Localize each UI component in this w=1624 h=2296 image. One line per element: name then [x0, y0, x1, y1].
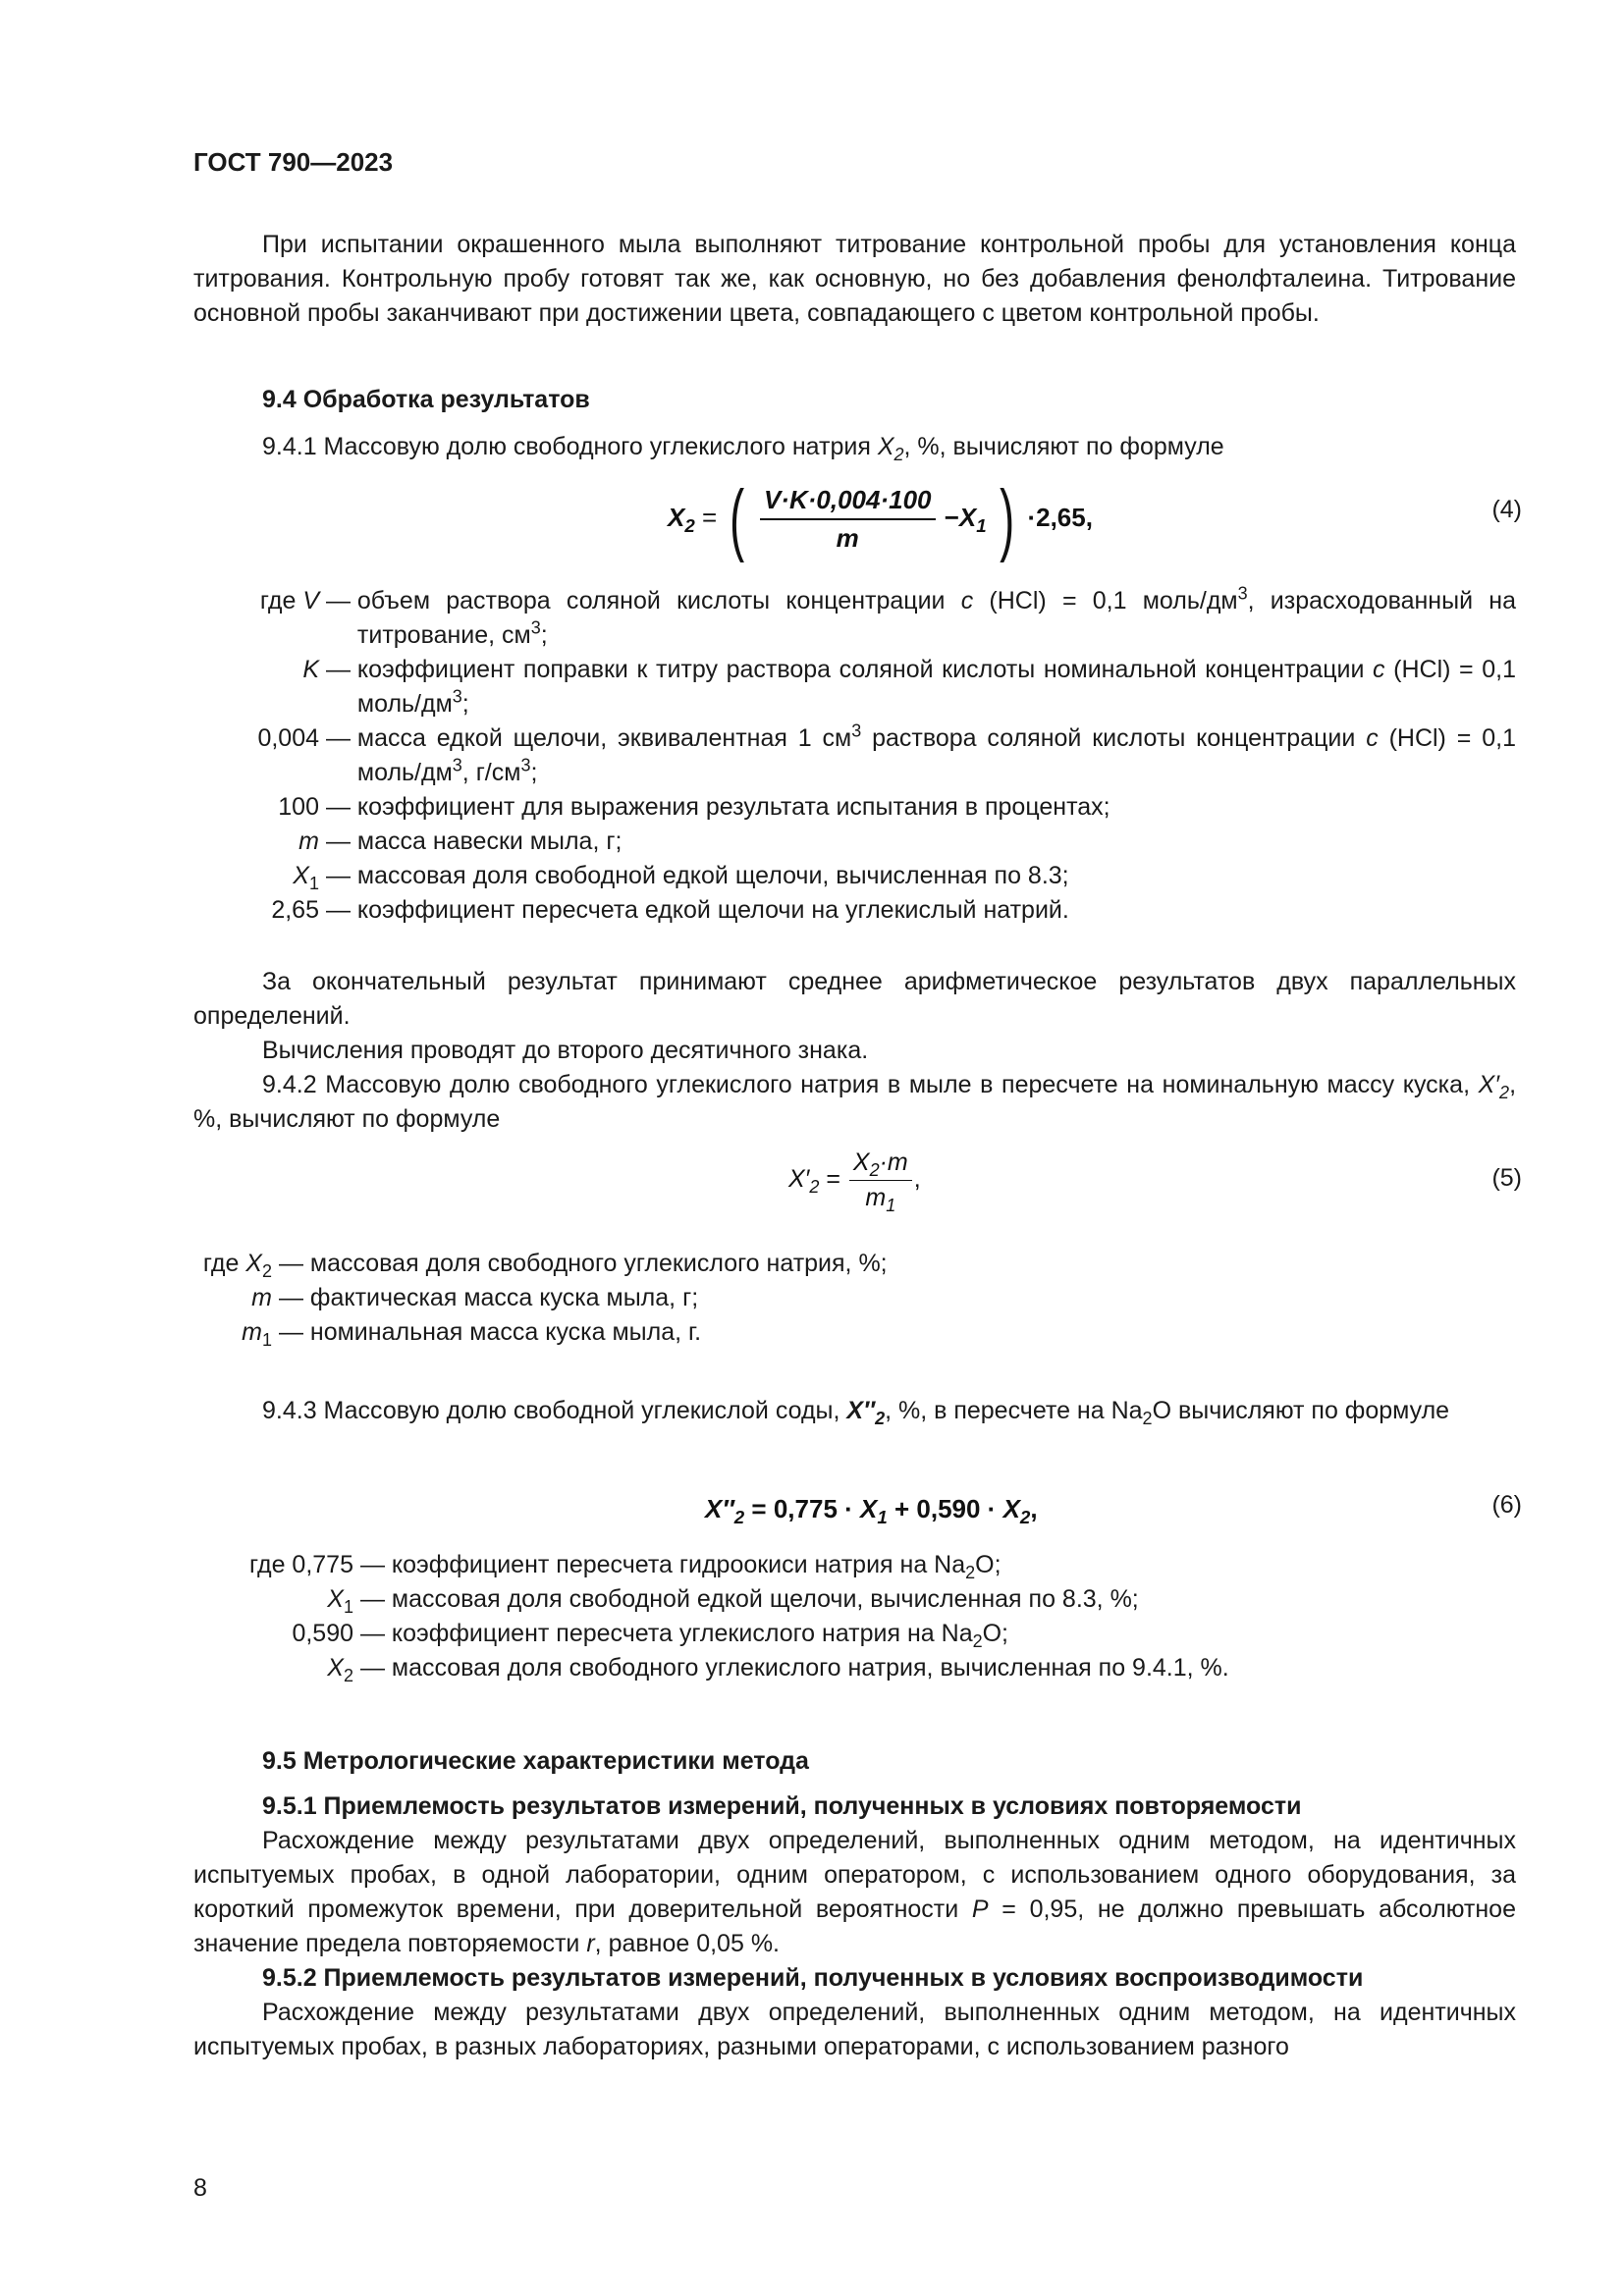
- right-paren: ): [1000, 474, 1015, 563]
- legend-row: где V — объем раствора соляной кислоты концентрации c (HCl) = 0,1 моль/$дм^3$, израсходованный на титрование, $см^3$;: [259, 583, 1516, 649]
- legend-row: 0,590 — коэффициент пересчета углекислого натрия на $Na_2O$;: [292, 1620, 1009, 1651]
- var-x2: $X_2$: [877, 433, 904, 464]
- formula-4: $X_2$ = ( $\frac{V\cdot K\cdot 0,004\cdot 100}{m}$ $-X_1$ ) ·2,65,: [668, 474, 1093, 563]
- var-x2-prime: $X'_2$: [1478, 1071, 1510, 1102]
- legend-formula-6: [193, 1548, 1516, 1685]
- formula-6: $X''_2 = 0,775 \cdot X_1 + 0,590 \cdot X_2$,: [705, 1494, 1038, 1528]
- paragraph-9-5-2: Расхождение между результатами двух определений, выполненных одним методом, на идентичных испытуемых пробах, в разных лабораториях, разными операторами, с использованием разного: [193, 1999, 1516, 2060]
- equation-number-4: (4): [1491, 496, 1522, 523]
- legend-row: $m_1$ — номинальная масса куска мыла, г.: [242, 1318, 702, 1350]
- subsection-heading-9-5-1: 9.5.1 Приемлемость результатов измерений, полученных в условиях повторяемости: [262, 1792, 1302, 1820]
- formula-5: $X'_2$ = $\frac{X_2\cdot m}{m_1}$ ,: [788, 1148, 921, 1215]
- legend-row: 2,65 — коэффициент пересчета едкой щелочи на углекислый натрий.: [271, 896, 1069, 924]
- legend-row: $X_1$ — массовая доля свободной едкой щелочи, вычисленная по 8.3;: [293, 862, 1069, 893]
- legend-row: $X_2$ — массовая доля свободного углекислого натрия, вычисленная по 9.4.1, %.: [327, 1654, 1229, 1685]
- paragraph-9-4-3: 9.4.3 Массовую долю свободной углекислой соды, $X''_2$, %, в пересчете на $Na_2O$ вычисляют по формуле: [262, 1397, 1450, 1428]
- final-result-paragraph: За окончательный результат принимают среднее арифметическое результатов двух параллельных определений.: [193, 968, 1516, 1030]
- legend-row: где 0,775 — коэффициент пересчета гидроокиси натрия на $Na_2O$;: [249, 1551, 1001, 1582]
- legend-row: K — коэффициент поправки к титру раствора соляной кислоты номинальной концентрации c (HCl) = 0,1 моль/$дм^3$;: [302, 656, 1516, 718]
- calc-precision-paragraph: Вычисления проводят до второго десятичного знака.: [262, 1037, 869, 1064]
- formula-5-fraction: $\frac{X_2\cdot m}{m_1}$: [849, 1148, 912, 1212]
- section-heading-9-5: 9.5 Метрологические характеристики метода: [262, 1747, 809, 1775]
- formula-4-fraction: $\frac{V\cdot K\cdot 0,004\cdot 100}{m}$: [760, 485, 936, 554]
- legend-formula-4: [193, 584, 1516, 928]
- legend-formula-5: [193, 1247, 1516, 1350]
- paragraph-9-4-2: 9.4.2 Массовую долю свободного углекислого натрия в мыле в пересчете на номинальную массу куска, $X'_2$, %, вычисляют по формуле: [193, 1071, 1517, 1133]
- subsection-heading-9-5-2: 9.5.2 Приемлемость результатов измерений, полученных в условиях воспроизводимости: [262, 1964, 1364, 1992]
- legend-row: $X_1$ — массовая доля свободной едкой щелочи, вычисленная по 8.3, %;: [327, 1585, 1139, 1617]
- legend-row: m — фактическая масса куска мыла, г;: [251, 1284, 699, 1311]
- section-heading-9-4: 9.4 Обработка результатов: [262, 386, 590, 413]
- legend-row: 0,004 — масса едкой щелочи, эквивалентная 1 $см^3$ раствора соляной кислоты концентрации c (HCl) = 0,1 моль/$дм^3$, $г/см^3$;: [257, 721, 1516, 786]
- legend-row: 100 — коэффициент для выражения результата испытания в процентах;: [278, 793, 1110, 821]
- paragraph-9-5-1: Расхождение между результатами двух определений, выполненных одним методом, на идентичных испытуемых пробах, в одной лаборатории, одним оператором, с использованием одного оборудования, за короткий промежуток времени, при доверительной вероятности P = 0,95, не должно превышать абсолютное значение предела повторяемости r, равное 0,05 %.: [193, 1827, 1516, 1957]
- equation-number-5: (5): [1491, 1164, 1522, 1192]
- legend-row: где $X_2$ — массовая доля свободного углекислого натрия, %;: [202, 1250, 888, 1281]
- var-x2-double-prime: $X''_2$: [846, 1397, 886, 1428]
- left-paren: (: [730, 474, 745, 563]
- intro-paragraph: При испытании окрашенного мыла выполняют титрование контрольной пробы для установления конца титрования. Контрольную пробу готовят так же, как основную, но без добавления фенолфталеина. Титрование основной пробы заканчивают при достижении цвета, совпадающего с цветом контрольной пробы.: [193, 231, 1516, 327]
- legend-row: m — масса навески мыла, г;: [298, 828, 623, 855]
- page-number: 8: [193, 2174, 207, 2202]
- document-header: ГОСТ 790—2023: [193, 147, 394, 177]
- paragraph-9-4-1: 9.4.1 Массовую долю свободного углекислого натрия $X_2$, %, вычисляют по формуле: [262, 433, 1224, 464]
- equation-number-6: (6): [1491, 1491, 1522, 1519]
